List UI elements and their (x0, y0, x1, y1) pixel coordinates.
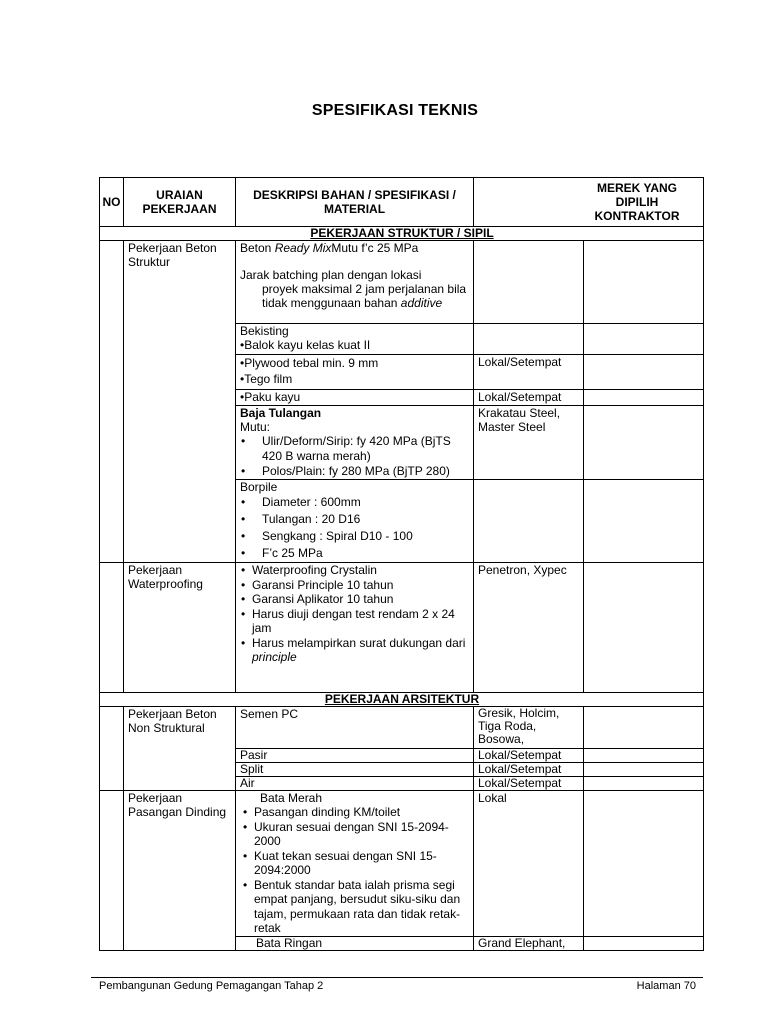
contractor-cell (584, 355, 704, 390)
brand-split: Lokal/Setempat (474, 763, 584, 777)
bekisting-label: Bekisting (240, 324, 289, 338)
desc-pasir: Pasir (236, 749, 474, 763)
desc-bekisting (236, 324, 474, 355)
desc-borpile (236, 480, 474, 563)
bata-merah-list (240, 805, 470, 936)
contractor-cell (584, 241, 704, 324)
brand-pasir: Lokal/Setempat (474, 749, 584, 763)
bata-merah-label: Bata Merah (260, 791, 323, 805)
contractor-cell (584, 707, 704, 749)
spec-table (99, 177, 704, 951)
contractor-cell (584, 791, 704, 937)
brand-semen: Gresik, Holcim, Tiga Roda, Bosowa, (474, 707, 584, 749)
no-cell (100, 791, 124, 951)
footer-page-number: Halaman 70 (636, 980, 696, 992)
list-item: • Ukuran sesuai dengan SNI 15-2094-2000 (242, 820, 470, 849)
brand-baja: Krakatau Steel, Master Steel (474, 406, 584, 480)
contractor-cell (584, 749, 704, 763)
table-row (100, 563, 704, 693)
group-beton-struktur: Pekerjaan Beton Struktur (124, 241, 236, 563)
tego-item: •Tego film (240, 372, 293, 386)
list-item: • Sengkang : Spiral D10 - 100 (240, 528, 470, 545)
group-beton-non-struktural: Pekerjaan Beton Non Struktural (124, 707, 236, 791)
jarak-first: Jarak batching plan dengan lokasi (240, 268, 422, 282)
baja-mutu: Mutu: (240, 420, 271, 434)
beton-pre: Beton (240, 241, 275, 255)
desc-semen: Semen PC (236, 707, 474, 749)
contractor-cell (584, 324, 704, 355)
contractor-cell (584, 406, 704, 480)
group-waterproofing: Pekerjaan Waterproofing (124, 563, 236, 693)
header-uraian: URAIAN PEKERJAAN (124, 178, 236, 227)
jarak-rest-text: proyek maksimal 2 jam perjalanan bila tidak menggunaan bahan (262, 282, 467, 310)
footer-divider (91, 977, 703, 978)
jarak-italic: additive (400, 296, 443, 310)
list-item: • Diameter : 600mm (240, 494, 470, 511)
brand-waterproofing: Penetron, Xypec (474, 563, 584, 693)
table-header-row (100, 178, 704, 227)
page-title: SPESIFIKASI TEKNIS (311, 102, 479, 119)
list-item: • F’c 25 MPa (240, 545, 470, 562)
list-item: • Bentuk standar bata ialah prisma segi empat panjang, bersudut siku-siku dan tajam, permukaan rata dan tidak retak-retak (242, 878, 470, 936)
list-item: • Waterproofing Crystalin (240, 563, 470, 578)
baja-title: Baja Tulangan (240, 406, 322, 420)
beton-italic: Ready Mix (274, 241, 332, 255)
plywood-item: •Plywood tebal min. 9 mm (240, 356, 379, 370)
waterproofing-last-pre: Harus melampirkan surat dukungan dari (252, 635, 466, 650)
brand-cell (474, 480, 584, 563)
contractor-cell (584, 390, 704, 406)
waterproofing-list (240, 563, 470, 665)
balok-item: •Balok kayu kelas kuat II (240, 338, 371, 352)
brand-bata-merah: Lokal (474, 791, 584, 937)
no-cell (100, 241, 124, 563)
header-merek-text: MEREK YANG DIPILIH KONTRAKTOR (594, 181, 680, 223)
desc-bata-merah (236, 791, 474, 937)
desc-plywood (236, 355, 474, 390)
jarak-rest (240, 282, 470, 310)
section-struktur-title: PEKERJAAN STRUKTUR / SIPIL (100, 227, 704, 241)
table-row (100, 707, 704, 749)
header-deskripsi: DESKRIPSI BAHAN / SPESIFIKASI / MATERIAL (236, 178, 474, 227)
desc-bata-ringan: Bata Ringan (236, 936, 474, 950)
contractor-cell (584, 763, 704, 777)
list-item: • Polos/Plain: fy 280 MPa (BjTP 280) (240, 464, 470, 479)
list-item: • Tulangan : 20 D16 (240, 511, 470, 528)
brand-paku: Lokal/Setempat (474, 390, 584, 406)
brand-air: Lokal/Setempat (474, 777, 584, 791)
list-item: • Ulir/Deform/Sirip: fy 420 MPa (BjTS 420 B warna merah) (240, 434, 470, 464)
contractor-cell (584, 936, 704, 950)
borpile-label: Borpile (240, 480, 278, 494)
group-pasangan-dinding: Pekerjaan Pasangan Dinding (124, 791, 236, 951)
desc-baja (236, 406, 474, 480)
desc-waterproofing (236, 563, 474, 693)
list-item: • Harus diuji dengan test rendam 2 x 24 jam (240, 607, 470, 636)
section-row (100, 693, 704, 707)
no-cell (100, 707, 124, 791)
contractor-cell (584, 777, 704, 791)
borpile-list (240, 494, 470, 562)
brand-cell (474, 241, 584, 324)
list-item (240, 636, 470, 665)
list-item: • Garansi Aplikator 10 tahun (240, 592, 470, 607)
footer-document-title: Pembangunan Gedung Pemagangan Tahap 2 (99, 980, 324, 992)
no-cell (100, 563, 124, 693)
table-row (100, 241, 704, 324)
section-row (100, 227, 704, 241)
header-no: NO (100, 178, 124, 227)
contractor-cell (584, 480, 704, 563)
table-row (100, 791, 704, 937)
brand-bata-ringan: Grand Elephant, (474, 936, 584, 950)
list-item: • Kuat tekan sesuai dengan SNI 15-2094:2000 (242, 849, 470, 878)
waterproofing-last-italic: principle (252, 650, 297, 664)
desc-beton-ready-mix (236, 241, 474, 324)
desc-paku: •Paku kayu (236, 390, 474, 406)
contractor-cell (584, 563, 704, 693)
baja-list (240, 434, 470, 479)
brand-plywood: Lokal/Setempat (474, 355, 584, 390)
section-arsitektur-title: PEKERJAAN ARSITEKTUR (100, 693, 704, 707)
beton-post: Mutu f’c 25 MPa (331, 241, 419, 255)
brand-cell (474, 324, 584, 355)
beton-line (240, 241, 470, 255)
desc-split: Split (236, 763, 474, 777)
list-item: • Pasangan dinding KM/toilet (242, 805, 470, 820)
header-merek (474, 178, 704, 227)
list-item: • Garansi Principle 10 tahun (240, 578, 470, 593)
desc-air: Air (236, 777, 474, 791)
